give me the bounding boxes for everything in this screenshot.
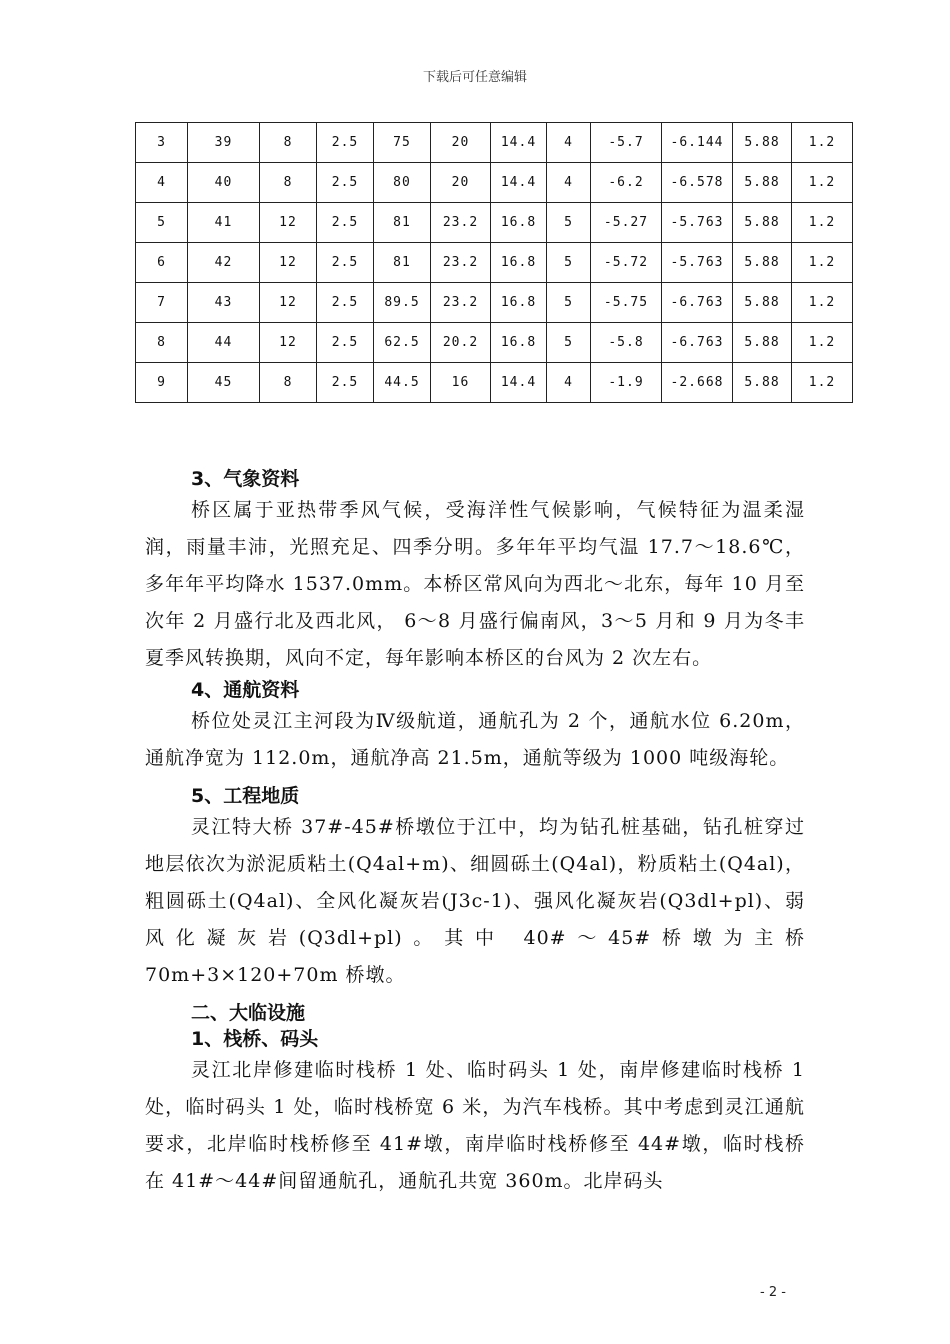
section-heading-geology: 5、工程地质 xyxy=(191,785,300,807)
table-cell: 1.2 xyxy=(792,123,853,163)
table-cell: 20 xyxy=(431,123,491,163)
table-cell: -2.668 xyxy=(662,363,733,403)
table-body xyxy=(136,123,853,403)
table-cell: 80 xyxy=(374,163,431,203)
table-cell: 5.88 xyxy=(733,203,792,243)
table-cell: 4 xyxy=(547,163,591,203)
section-heading-weather: 3、气象资料 xyxy=(191,468,300,490)
pier-data-table xyxy=(135,122,853,403)
table-cell: 2.5 xyxy=(317,163,374,203)
table-cell: 12 xyxy=(260,243,317,283)
geology-paragraph: 灵江特大桥 37#-45#桥墩位于江中，均为钻孔桩基础，钻孔桩穿过地层依次为淤泥质粘土(Q4al+m)、细圆砾土(Q4al)，粉质粘土(Q4al)，粗圆砾土(Q4al)、全风化凝灰岩(J3c-1)、强风化凝灰岩(Q3dl+pl)、弱风化凝灰岩(Q3dl+pl)。其中 40#～45#桥墩为主桥 70m+3×120+70m 桥墩。 xyxy=(145,816,805,986)
table-cell: 16 xyxy=(431,363,491,403)
table-cell: 23.2 xyxy=(431,243,491,283)
table-cell: 5.88 xyxy=(733,243,792,283)
table-cell: 23.2 xyxy=(431,203,491,243)
table-cell: 2.5 xyxy=(317,283,374,323)
table-cell: 5.88 xyxy=(733,363,792,403)
table-cell: 16.8 xyxy=(491,283,547,323)
table-cell: 5.88 xyxy=(733,123,792,163)
table-cell: 45 xyxy=(188,363,260,403)
table-cell: -5.763 xyxy=(662,243,733,283)
table-cell: 8 xyxy=(260,123,317,163)
section-heading-facilities: 二、大临设施 xyxy=(191,1002,306,1024)
table-cell: 8 xyxy=(260,163,317,203)
table-cell: -6.763 xyxy=(662,283,733,323)
table-cell: 5 xyxy=(136,203,188,243)
table-row xyxy=(136,203,853,243)
table-cell: 7 xyxy=(136,283,188,323)
table-cell: -6.763 xyxy=(662,323,733,363)
table-cell: 5.88 xyxy=(733,323,792,363)
table-cell: 1.2 xyxy=(792,323,853,363)
table-cell: 23.2 xyxy=(431,283,491,323)
table-cell: 1.2 xyxy=(792,243,853,283)
section-heading-navigation: 4、通航资料 xyxy=(191,679,300,701)
table-cell: 6 xyxy=(136,243,188,283)
table-cell: -5.75 xyxy=(591,283,662,323)
table-cell: -6.2 xyxy=(591,163,662,203)
table-cell: 2.5 xyxy=(317,123,374,163)
table-row xyxy=(136,323,853,363)
table-cell: 5 xyxy=(547,283,591,323)
table-cell: 43 xyxy=(188,283,260,323)
table-cell: 40 xyxy=(188,163,260,203)
table-cell: 16.8 xyxy=(491,203,547,243)
table-cell: 41 xyxy=(188,203,260,243)
table-cell: 1.2 xyxy=(792,363,853,403)
table-cell: 3 xyxy=(136,123,188,163)
table-cell: 1.2 xyxy=(792,163,853,203)
table-cell: 5 xyxy=(547,203,591,243)
table-cell: 4 xyxy=(547,123,591,163)
table-cell: 39 xyxy=(188,123,260,163)
table-cell: 14.4 xyxy=(491,163,547,203)
table-cell: 4 xyxy=(547,363,591,403)
table-cell: -6.578 xyxy=(662,163,733,203)
section-heading-trestle: 1、栈桥、码头 xyxy=(191,1028,319,1050)
document-body xyxy=(145,466,805,1200)
table-cell: 2.5 xyxy=(317,363,374,403)
table-cell: 4 xyxy=(136,163,188,203)
table-cell: 5.88 xyxy=(733,283,792,323)
navigation-paragraph: 桥位处灵江主河段为Ⅳ级航道，通航孔为 2 个，通航水位 6.20m，通航净宽为 112.0m，通航净高 21.5m，通航等级为 1000 吨级海轮。 xyxy=(145,710,805,769)
table-cell: -5.72 xyxy=(591,243,662,283)
table-cell: 44.5 xyxy=(374,363,431,403)
table-cell: 1.2 xyxy=(792,283,853,323)
table-cell: 9 xyxy=(136,363,188,403)
table-cell: 81 xyxy=(374,203,431,243)
table-row xyxy=(136,363,853,403)
page-number: - 2 - xyxy=(760,1285,786,1300)
table-cell: 81 xyxy=(374,243,431,283)
table-cell: 16.8 xyxy=(491,243,547,283)
table-cell: 2.5 xyxy=(317,243,374,283)
table-cell: 12 xyxy=(260,323,317,363)
table-cell: 2.5 xyxy=(317,323,374,363)
table-cell: 2.5 xyxy=(317,203,374,243)
table-cell: 12 xyxy=(260,203,317,243)
table-cell: 5 xyxy=(547,243,591,283)
table-cell: 8 xyxy=(136,323,188,363)
table-cell: 20 xyxy=(431,163,491,203)
table-cell: 75 xyxy=(374,123,431,163)
table-cell: 14.4 xyxy=(491,123,547,163)
table-cell: 16.8 xyxy=(491,323,547,363)
table-cell: 42 xyxy=(188,243,260,283)
table-cell: 62.5 xyxy=(374,323,431,363)
table-cell: 89.5 xyxy=(374,283,431,323)
table-row xyxy=(136,123,853,163)
trestle-paragraph: 灵江北岸修建临时栈桥 1 处、临时码头 1 处，南岸修建临时栈桥 1 处，临时码头 1 处，临时栈桥宽 6 米，为汽车栈桥。其中考虑到灵江通航要求，北岸临时栈桥修至 41#墩，南岸临时栈桥修至 44#墩，临时栈桥在 41#～44#间留通航孔，通航孔共宽 360m。北岸码头 xyxy=(145,1059,805,1192)
table-cell: -5.8 xyxy=(591,323,662,363)
table-cell: -5.27 xyxy=(591,203,662,243)
table-cell: 8 xyxy=(260,363,317,403)
table-cell: 12 xyxy=(260,283,317,323)
table-cell: 14.4 xyxy=(491,363,547,403)
table-cell: 20.2 xyxy=(431,323,491,363)
page-header: 下载后可任意编辑 xyxy=(422,70,527,85)
table-cell: -6.144 xyxy=(662,123,733,163)
table-cell: 5.88 xyxy=(733,163,792,203)
table-cell: 1.2 xyxy=(792,203,853,243)
table-cell: 44 xyxy=(188,323,260,363)
table-row xyxy=(136,283,853,323)
table-cell: 5 xyxy=(547,323,591,363)
table-row xyxy=(136,163,853,203)
table-cell: -5.763 xyxy=(662,203,733,243)
table-cell: -1.9 xyxy=(591,363,662,403)
weather-paragraph: 桥区属于亚热带季风气候，受海洋性气候影响，气候特征为温柔湿润，雨量丰沛，光照充足、四季分明。多年年平均气温 17.7～18.6℃，多年年平均降水 1537.0mm。本桥区常风向为西北～北东，每年 10 月至次年 2 月盛行北及西北风， 6～8 月盛行偏南风，3～5 月和 9 月为冬丰夏季风转换期，风向不定，每年影响本桥区的台风为 2 次左右。 xyxy=(145,499,805,669)
table-cell: -5.7 xyxy=(591,123,662,163)
table-row xyxy=(136,243,853,283)
